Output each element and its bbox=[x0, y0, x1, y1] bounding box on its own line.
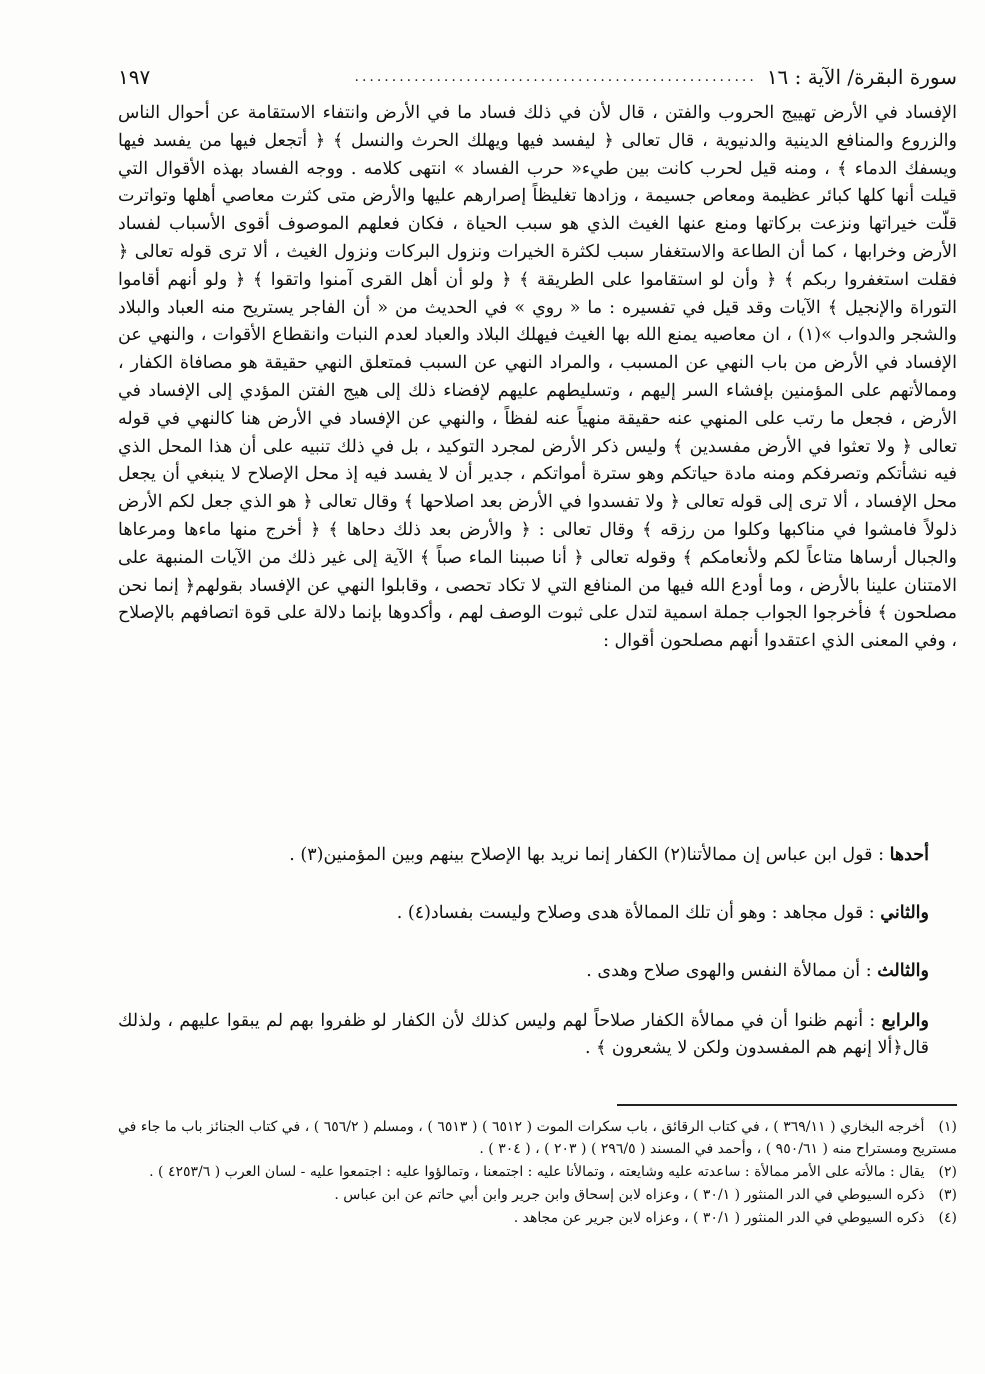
opinion-label: والرابع bbox=[881, 1011, 929, 1031]
opinion-label: والثاني bbox=[880, 903, 929, 923]
opinion-text: : أنهم ظنوا أن في ممالأة الكفار صلاحاً لهم وليس كذلك لأن الكفار لو ظفروا بهم لم يبقوا عليهم ، ولذلك قال﴿ألا إنهم هم المفسدون ولكن لا يشعرون ﴾ . bbox=[118, 1011, 929, 1058]
header-leader-dots: ...................................................... bbox=[354, 69, 757, 85]
opinion-label: أحدها bbox=[889, 845, 929, 865]
footnote-item bbox=[118, 1116, 957, 1160]
body-paragraph: الإفساد في الأرض تهييج الحروب والفتن ، قال لأن في ذلك فساد ما في الأرض وانتفاء الاستقامة عن أحوال الناس والزروع والمنافع الدينية والدنيوية ، قال تعالى ﴿ ليفسد فيها ويهلك الحرث والنسل ﴾ ﴿ أتجعل فيها من يفسد فيها ويسفك الدماء ﴾ ، ومنه قيل لحرب كانت بين طيء« حرب الفساد » انتهى كلامه . ووجه الفساد بهذه الأقوال التي قيلت أنها كلها كبائر عظيمة ومعاص جسيمة ، وزادها تغليظاً إصرارهم عليها والأرض متى كثرت معاصي أهلها وتواترت قلّت خيراتها ونزعت بركاتها ومنع عنها الغيث الذي هو سبب الحياة ، فكان فعلهم الموصوف أقوى الأسباب لفساد الأرض وخرابها ، كما أن الطاعة والاستغفار سبب لكثرة الخيرات ونزول البركات ونزول الغيث ، ألا ترى قوله تعالى ﴿ فقلت استغفروا ربكم ﴾ ﴿ وأن لو استقاموا على الطريقة ﴾ ﴿ ولو أن أهل القرى آمنوا واتقوا ﴾ ﴿ ولو أنهم أقاموا التوراة والإنجيل ﴾ الآيات وقد قيل في تفسيره : ما « روي » في الحديث من « أن الفاجر يستريح منه العباد والبلاد والشجر والدواب »(١) ، ان معاصيه يمنع الله بها الغيث فيهلك البلاد والعباد لعدم النبات وانقطاع الأقوات ، والنهي عن الإفساد في الأرض من باب النهي عن المسبب ، والمراد النهي عن السبب فمتعلق النهي حقيقة هو مصافاة الكفار ، وممالأتهم على المؤمنين بإفشاء السر إليهم ، وتسليطهم عليهم لإفضاء ذلك إلى هيج الفتن المؤدي إلى الإفساد في الأرض ، فجعل ما رتب على المنهي عنه حقيقة منهياً عنه لفظاً ، والنهي عن الإفساد في الأرض هنا كالنهي في قوله تعالى ﴿ ولا تعثوا في الأرض مفسدين ﴾ وليس ذكر الأرض لمجرد التوكيد ، بل في ذلك تنبيه على أن هذا المحل الذي فيه نشأتكم وتصرفكم ومنه مادة حياتكم وهو سترة أمواتكم ، جدير أن لا يفسد فيه إذ محل الإصلاح لا ينبغي أن يجعل محل الإفساد ، ألا ترى إلى قوله تعالى ﴿ ولا تفسدوا في الأرض بعد اصلاحها ﴾ وقال تعالى ﴿ هو الذي جعل لكم الأرض ذلولاً فامشوا في مناكبها وكلوا من رزقه ﴾ وقال تعالى : ﴿ والأرض بعد ذلك دحاها ﴾ ﴿ أخرج منها ماءها ومرعاها والجبال أرساها متاعاً لكم ولأنعامكم ﴾ وقوله تعالى ﴿ أنا صببنا الماء صباً ﴾ الآية إلى غير ذلك من الآيات المنبهة على الامتنان علينا بالأرض ، وما أودع الله فيها من المنافع التي لا تكاد تحصى ، وقابلوا النهي عن الإفساد بقولهم﴿ إنما نحن مصلحون ﴾ فأخرجوا الجواب جملة اسمية لتدل على ثبوت الوصف لهم ، وأكدوها بإنما دلالة على قوة اتصافهم بالإصلاح ، وفي المعنى الذي اعتقدوا أنهم مصلحون أقوال : bbox=[118, 103, 957, 652]
opinion-item bbox=[118, 900, 929, 927]
opinion-text: : قول مجاهد : وهو أن تلك الممالأة هدى وصلاح وليست بفساد(٤) . bbox=[396, 903, 875, 923]
opinion-text: : أن ممالأة النفس والهوى صلاح وهدى . bbox=[586, 961, 872, 981]
page-number: ١٩٧ bbox=[118, 65, 151, 89]
opinion-item bbox=[118, 842, 929, 869]
footnote-item bbox=[118, 1207, 957, 1229]
footnote-separator bbox=[617, 1104, 957, 1106]
footnote-number: (٣) bbox=[938, 1187, 957, 1203]
footnote-number: (٢) bbox=[938, 1164, 957, 1180]
opinion-label: والثالث bbox=[877, 961, 929, 981]
running-header bbox=[118, 62, 957, 92]
footnote-number: (٤) bbox=[938, 1210, 957, 1226]
footnote-text: ذكره السيوطي في الدر المنثور ( ٣٠/١ ) ، وعزاه لابن إسحاق وابن جرير وابن أبي حاتم عن ابن عباس . bbox=[334, 1187, 925, 1203]
footnote-number: (١) bbox=[938, 1119, 957, 1135]
footnote-text: أخرجه البخاري ( ٣٦٩/١١ ) ، في كتاب الرقائق ، باب سكرات الموت ( ٦٥١٢ ) ( ٦٥١٣ ) ، ومسلم ( ٦٥٦/٢ ) ، في كتاب الجنائز باب ما جاء في مستريح ومستراح منه ( ٩٥٠/٦١ ) ، وأحمد في المسند ( ٢٩٦/٥ ) ( ٢٠٣ ) ، ( ٣٠٤ ) . bbox=[118, 1119, 957, 1157]
opinion-item bbox=[118, 958, 929, 985]
footnote-text: يقال : مالأته على الأمر ممالأة : ساعدته عليه وشايعته ، وتمالأنا عليه : اجتمعنا ، وتمالؤوا عليه : اجتمعوا عليه - لسان العرب ( ٤٢٥٣/٦ ) . bbox=[149, 1164, 925, 1180]
footnote-item bbox=[118, 1161, 957, 1183]
footnote-text: ذكره السيوطي في الدر المنثور ( ٣٠/١ ) ، وعزاه لابن جرير عن مجاهد . bbox=[513, 1210, 925, 1226]
header-title: سورة البقرة/ الآية : ١٦ bbox=[766, 65, 957, 89]
opinion-item bbox=[118, 1008, 929, 1062]
opinion-text: : قول ابن عباس إن ممالأتنا(٢) الكفار إنما نريد بها الإصلاح بينهم وبين المؤمنين(٣) . bbox=[289, 845, 884, 865]
main-text bbox=[118, 100, 957, 656]
footnote-item bbox=[118, 1184, 957, 1206]
footnotes bbox=[118, 1116, 957, 1230]
